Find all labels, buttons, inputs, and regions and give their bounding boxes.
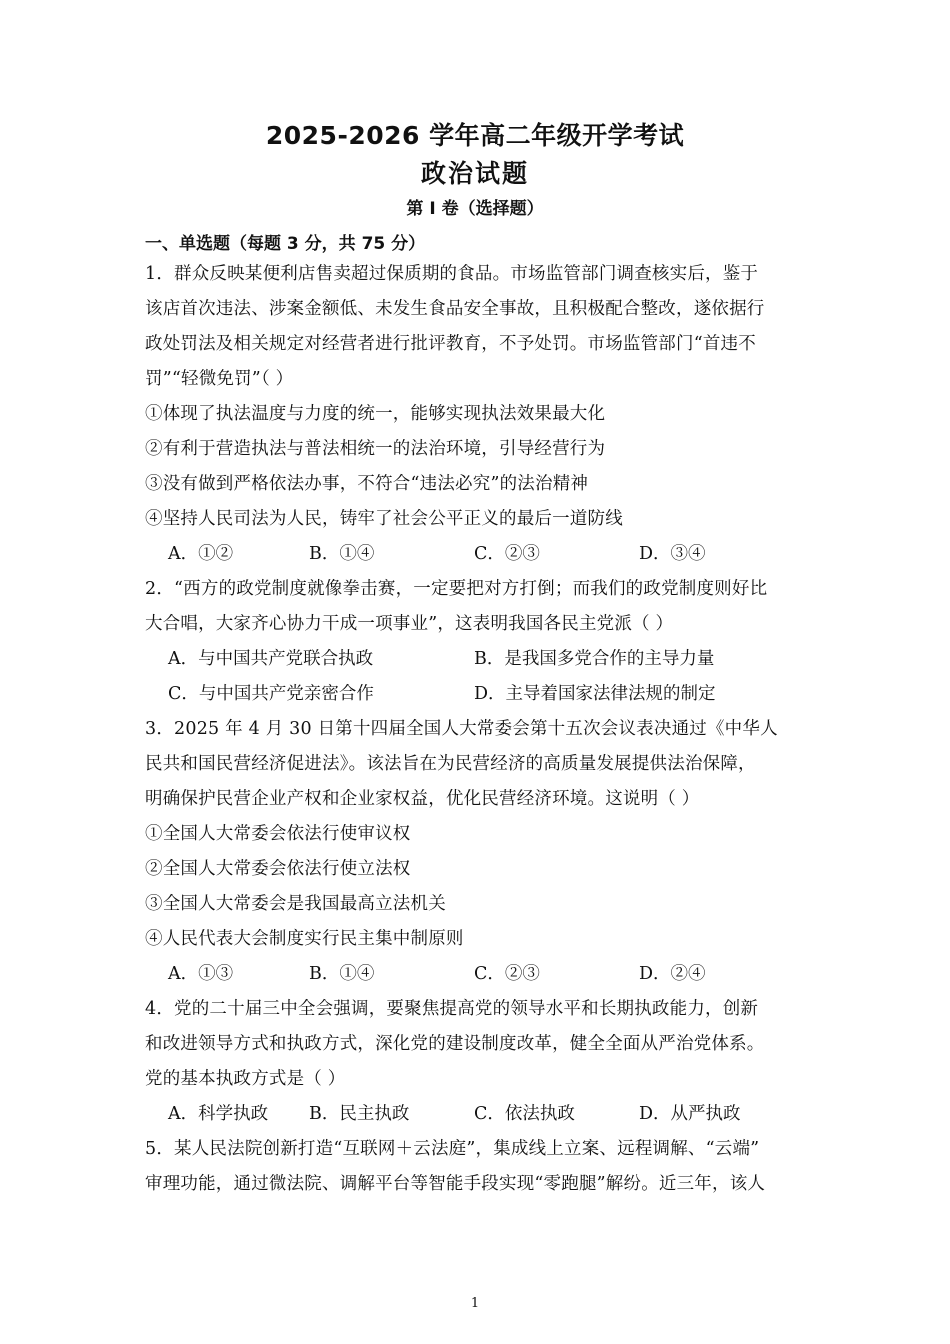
q1-line-2: 该店首次违法、涉案金额低、未发生食品安全事故，且积极配合整改，遂依据行 bbox=[145, 299, 765, 319]
q1-option-c: C．②③ bbox=[474, 544, 540, 564]
exam-title: 2025-2026 学年高二年级开学考试 bbox=[265, 121, 685, 150]
q3-option-a: A．①③ bbox=[168, 964, 234, 984]
q4-option-c: C．依法执政 bbox=[474, 1104, 575, 1124]
q2-option-b: B．是我国多党合作的主导力量 bbox=[474, 649, 715, 669]
q4-option-b: B．民主执政 bbox=[309, 1104, 410, 1124]
q5-line-1: 5．某人民法院创新打造“互联网＋云法庭”，集成线上立案、远程调解、“云端” bbox=[145, 1139, 760, 1159]
q4-line-3: 党的基本执政方式是（ ） bbox=[145, 1069, 346, 1089]
q1-line-4: 罚”“轻微免罚”（ ） bbox=[145, 369, 294, 389]
q3-statement-2: ②全国人大常委会依法行使立法权 bbox=[145, 859, 411, 879]
q3-line-2: 民共和国民营经济促进法》。该法旨在为民营经济的高质量发展提供法治保障， bbox=[145, 754, 756, 774]
q4-line-1: 4．党的二十届三中全会强调，要聚焦提高党的领导水平和长期执政能力，创新 bbox=[145, 999, 759, 1019]
page-number: 1 bbox=[470, 1296, 480, 1311]
q3-line-3: 明确保护民营企业产权和企业家权益，优化民营经济环境。这说明（ ） bbox=[145, 789, 700, 809]
q3-option-c: C．②③ bbox=[474, 964, 540, 984]
q2-option-c: C．与中国共产党亲密合作 bbox=[168, 684, 374, 704]
q3-line-1: 3．2025 年 4 月 30 日第十四届全国人大常委会第十五次会议表决通过《中华人 bbox=[145, 719, 778, 739]
q1-statement-3: ③没有做到严格依法办事，不符合“违法必究”的法治精神 bbox=[145, 474, 589, 494]
q2-line-1: 2．“西方的政党制度就像拳击赛，一定要把对方打倒；而我们的政党制度则好比 bbox=[145, 579, 768, 599]
q1-line-1: 1．群众反映某便利店售卖超过保质期的食品。市场监管部门调查核实后，鉴于 bbox=[145, 264, 759, 284]
volume-heading: 第 I 卷（选择题） bbox=[406, 199, 544, 219]
q1-option-b: B．①④ bbox=[309, 544, 375, 564]
q4-option-a: A．科学执政 bbox=[168, 1104, 269, 1124]
q2-option-d: D．主导着国家法律法规的制定 bbox=[474, 684, 716, 704]
q1-option-a: A．①② bbox=[168, 544, 234, 564]
q3-option-d: D．②④ bbox=[639, 964, 706, 984]
q3-option-b: B．①④ bbox=[309, 964, 375, 984]
exam-subject: 政治试题 bbox=[420, 159, 529, 188]
q4-line-2: 和改进领导方式和执政方式，深化党的建设制度改革，健全全面从严治党体系。 bbox=[145, 1034, 765, 1054]
q1-statement-4: ④坚持人民司法为人民，铸牢了社会公平正义的最后一道防线 bbox=[145, 509, 623, 529]
q1-line-3: 政处罚法及相关规定对经营者进行批评教育，不予处罚。市场监管部门“首违不 bbox=[145, 334, 756, 354]
q3-statement-3: ③全国人大常委会是我国最高立法机关 bbox=[145, 894, 446, 914]
q5-line-2: 审理功能，通过微法院、调解平台等智能手段实现“零跑腿”解纷。近三年，该人 bbox=[145, 1174, 766, 1194]
q4-option-d: D．从严执政 bbox=[639, 1104, 741, 1124]
q3-statement-1: ①全国人大常委会依法行使审议权 bbox=[145, 824, 411, 844]
q1-statement-1: ①体现了执法温度与力度的统一，能够实现执法效果最大化 bbox=[145, 404, 606, 424]
q3-statement-4: ④人民代表大会制度实行民主集中制原则 bbox=[145, 929, 464, 949]
q1-option-d: D．③④ bbox=[639, 544, 706, 564]
q2-line-2: 大合唱，大家齐心协力干成一项事业”，这表明我国各民主党派（ ） bbox=[145, 614, 674, 634]
q2-option-a: A．与中国共产党联合执政 bbox=[168, 649, 374, 669]
section-heading: 一、单选题（每题 3 分，共 75 分） bbox=[145, 234, 426, 254]
q1-statement-2: ②有利于营造执法与普法相统一的法治环境，引导经营行为 bbox=[145, 439, 606, 459]
